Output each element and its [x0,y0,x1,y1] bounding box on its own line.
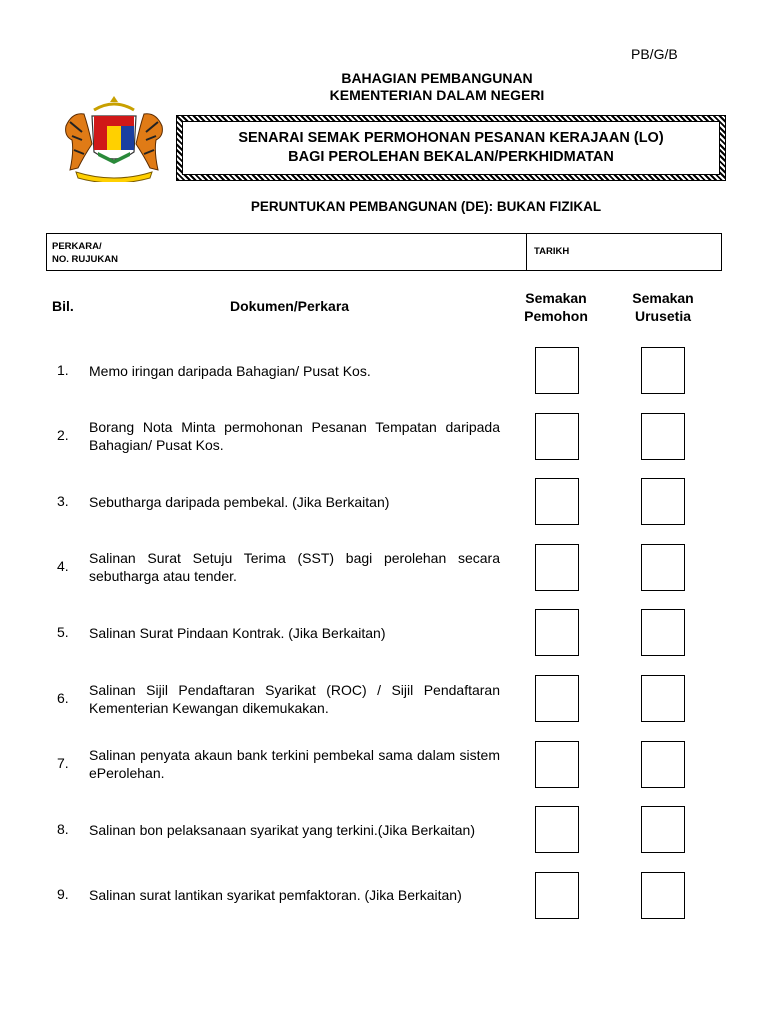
title-line1: SENARAI SEMAK PERMOHONAN PESANAN KERAJAAN (LO) [238,130,664,146]
item-text: Salinan Surat Setuju Terima (SST) bagi perolehan secara sebutharga atau tender. [89,550,500,585]
item-number: 2. [57,427,69,444]
header-semakan-pemohon [510,289,602,325]
item-text: Borang Nota Minta permohonan Pesanan Tempatan daripada Bahagian/ Pusat Kos. [89,419,500,454]
subtitle: PERUNTUKAN PEMBANGUNAN (DE): BUKAN FIZIKAL [250,199,602,214]
header-semakan-urusetia [617,289,709,325]
checkbox-semakan-urusetia[interactable] [641,675,685,722]
checkbox-semakan-pemohon[interactable] [535,872,579,919]
item-text: Salinan bon pelaksanaan syarikat yang terkini.(Jika Berkaitan) [89,821,475,838]
header-dokumen: Dokumen/Perkara [230,298,350,314]
checkbox-semakan-pemohon[interactable] [535,675,579,722]
header-c1-line1: Semakan [525,290,587,306]
item-number: 1. [57,361,69,378]
title-banner [176,115,726,181]
perkara-label: PERKARA/ [52,241,102,252]
item-text: Sebutharga daripada pembekal. (Jika Berkaitan) [89,493,390,510]
rujukan-label: NO. RUJUKAN [52,254,118,265]
checkbox-semakan-urusetia[interactable] [641,413,685,460]
checkbox-semakan-pemohon[interactable] [535,609,579,656]
item-text: Memo iringan daripada Bahagian/ Pusat Kos. [89,362,371,379]
header-c2-line2: Urusetia [634,308,692,324]
item-number: 6. [57,689,69,706]
checkbox-semakan-pemohon[interactable] [535,544,579,591]
item-text: Salinan surat lantikan syarikat pemfaktoran. (Jika Berkaitan) [89,887,462,904]
malaysia-coat-of-arms-icon [58,96,170,182]
checkbox-semakan-urusetia[interactable] [641,544,685,591]
tarikh-label: TARIKH [534,246,570,257]
form-code: PB/G/B [631,46,678,62]
org-name-line1: BAHAGIAN PEMBANGUNAN [341,70,533,86]
checkbox-semakan-urusetia[interactable] [641,806,685,853]
item-number: 5. [57,623,69,640]
checkbox-semakan-pemohon[interactable] [535,478,579,525]
item-text: Salinan Surat Pindaan Kontrak. (Jika Berkaitan) [89,624,386,641]
checkbox-semakan-urusetia[interactable] [641,872,685,919]
header-c1-line2: Pemohon [524,308,588,324]
item-number: 9. [57,886,69,903]
tarikh-cell[interactable] [527,234,721,270]
header-bil: Bil. [52,298,74,314]
item-number: 4. [57,558,69,575]
perkara-cell[interactable] [47,234,527,270]
checkbox-semakan-pemohon[interactable] [535,347,579,394]
title-line2: BAGI PEROLEHAN BEKALAN/PERKHIDMATAN [288,149,614,165]
org-name-line2: KEMENTERIAN DALAM NEGERI [329,87,545,103]
checkbox-semakan-urusetia[interactable] [641,741,685,788]
item-text: Salinan Sijil Pendaftaran Syarikat (ROC) / Sijil Pendaftaran Kementerian Kewangan dikemukakan. [89,681,500,716]
checkbox-semakan-pemohon[interactable] [535,806,579,853]
item-text: Salinan penyata akaun bank terkini pembekal sama dalam sistem ePerolehan. [89,747,500,782]
item-number: 3. [57,492,69,509]
item-number: 8. [57,820,69,837]
checkbox-semakan-pemohon[interactable] [535,741,579,788]
checkbox-semakan-urusetia[interactable] [641,609,685,656]
header-c2-line1: Semakan [632,290,694,306]
reference-table [46,233,722,271]
checkbox-semakan-urusetia[interactable] [641,347,685,394]
item-number: 7. [57,755,69,772]
checkbox-semakan-urusetia[interactable] [641,478,685,525]
checkbox-semakan-pemohon[interactable] [535,413,579,460]
